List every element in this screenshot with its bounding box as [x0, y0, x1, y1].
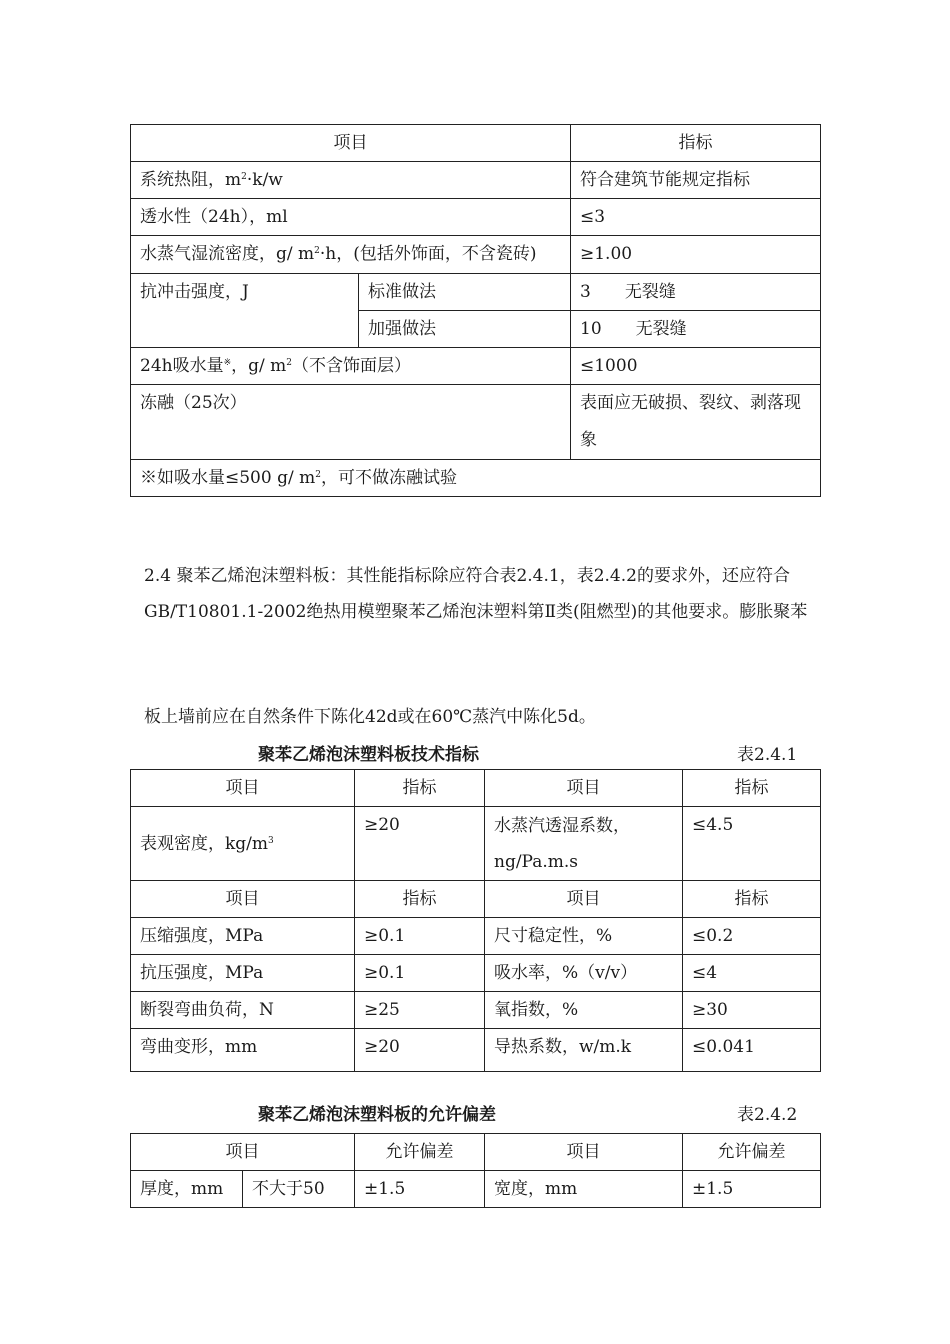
value-cell: 10 无裂缝 [571, 311, 821, 348]
table-number: 表2.4.1 [737, 745, 798, 765]
table-row [131, 992, 821, 1029]
table-row [131, 385, 821, 460]
item-cell: 透水性（24h），ml [131, 199, 571, 236]
sub-item-cell: 标准做法 [359, 274, 571, 311]
note-cell: ※如吸水量≤500 g/ $m^2$，可不做冻融试验 [131, 460, 821, 497]
value-cell: ≤1000 [571, 348, 821, 385]
table-cell: 抗压强度，MPa [131, 955, 355, 992]
table-cell: ≥20 [355, 807, 485, 881]
table-cell: 宽度，mm [485, 1171, 683, 1208]
table-note-row [131, 460, 821, 497]
table-row [131, 199, 821, 236]
table-caption: 聚苯乙烯泡沫塑料板的允许偏差 [258, 1105, 496, 1125]
item-cell: 抗冲击强度，J [131, 274, 359, 348]
value-cell: ≤3 [571, 199, 821, 236]
section-paragraph: 板上墙前应在自然条件下陈化42d或在60℃蒸汽中陈化5d。 [144, 707, 596, 727]
value-cell: 符合建筑节能规定指标 [571, 162, 821, 199]
table-cell: ≤4 [683, 955, 821, 992]
header-cell: 项目 [485, 1134, 683, 1171]
table-row [131, 918, 821, 955]
table-cell: ±1.5 [683, 1171, 821, 1208]
table-number: 表2.4.2 [737, 1105, 798, 1125]
table-cell: 厚度，mm [131, 1171, 243, 1208]
sub-item-cell: 加强做法 [359, 311, 571, 348]
table-cell: ≥30 [683, 992, 821, 1029]
table-row [131, 162, 821, 199]
header-cell: 项目 [131, 125, 571, 162]
header-cell: 指标 [355, 770, 485, 807]
table-header-row [131, 125, 821, 162]
table-cell: 吸水率，%（v/v） [485, 955, 683, 992]
header-cell: 指标 [571, 125, 821, 162]
item-cell: 系统热阻，$m^2\cdot k/w$ [131, 162, 571, 199]
item-cell: 水蒸气湿流密度，g/ $m^2\cdot h$，(包括外饰面，不含瓷砖) [131, 236, 571, 274]
table-header-row [131, 881, 821, 918]
header-cell: 项目 [485, 881, 683, 918]
table-cell: ±1.5 [355, 1171, 485, 1208]
table-row [131, 274, 821, 311]
table-cell: 不大于50 [243, 1171, 355, 1208]
table-row [131, 1171, 821, 1208]
table-cell: 水蒸汽透湿系数，ng/Pa.m.s [485, 807, 683, 881]
item-cell: 冻融（25次） [131, 385, 571, 460]
table-cell: ≥20 [355, 1029, 485, 1072]
header-cell: 允许偏差 [683, 1134, 821, 1171]
header-cell: 项目 [131, 1134, 355, 1171]
item-cell: 24h吸水量※，g/ $m^2$（不含饰面层） [131, 348, 571, 385]
header-cell: 允许偏差 [355, 1134, 485, 1171]
header-cell: 指标 [683, 881, 821, 918]
table-header-row [131, 1134, 821, 1171]
table-cell: 表观密度，$kg/m^3$ [131, 807, 355, 881]
table-header-row [131, 770, 821, 807]
table-cell: 导热系数，w/m.k [485, 1029, 683, 1072]
performance-table [130, 124, 821, 497]
table-row [131, 1029, 821, 1072]
table-cell: 氧指数，% [485, 992, 683, 1029]
table-cell: 尺寸稳定性，% [485, 918, 683, 955]
value-cell: 3 无裂缝 [571, 274, 821, 311]
table-row [131, 807, 821, 881]
table-row [131, 348, 821, 385]
table-caption: 聚苯乙烯泡沫塑料板技术指标 [258, 745, 479, 765]
table-row [131, 236, 821, 274]
section-paragraph: 2.4 聚苯乙烯泡沫塑料板：其性能指标除应符合表2.4.1，表2.4.2的要求外，还应符合GB/T10801.1-2002绝热用模塑聚苯乙烯泡沫塑料第Ⅱ类(阻燃型)的其他要求。膨胀聚苯 [144, 566, 808, 622]
header-cell: 项目 [131, 770, 355, 807]
table-cell: 压缩强度，MPa [131, 918, 355, 955]
value-cell: 表面应无破损、裂纹、剥落现象 [571, 385, 821, 460]
table-cell: ≤4.5 [683, 807, 821, 881]
header-cell: 指标 [683, 770, 821, 807]
table-cell: ≥0.1 [355, 955, 485, 992]
header-cell: 项目 [131, 881, 355, 918]
table-cell: ≥25 [355, 992, 485, 1029]
table-cell: 弯曲变形，mm [131, 1029, 355, 1072]
table-row [131, 955, 821, 992]
technical-index-table [130, 769, 821, 1072]
value-cell: ≥1.00 [571, 236, 821, 274]
table-cell: ≤0.2 [683, 918, 821, 955]
header-cell: 指标 [355, 881, 485, 918]
table-cell: 断裂弯曲负荷，N [131, 992, 355, 1029]
tolerance-table [130, 1133, 821, 1208]
table-cell: ≥0.1 [355, 918, 485, 955]
header-cell: 项目 [485, 770, 683, 807]
table-cell: ≤0.041 [683, 1029, 821, 1072]
